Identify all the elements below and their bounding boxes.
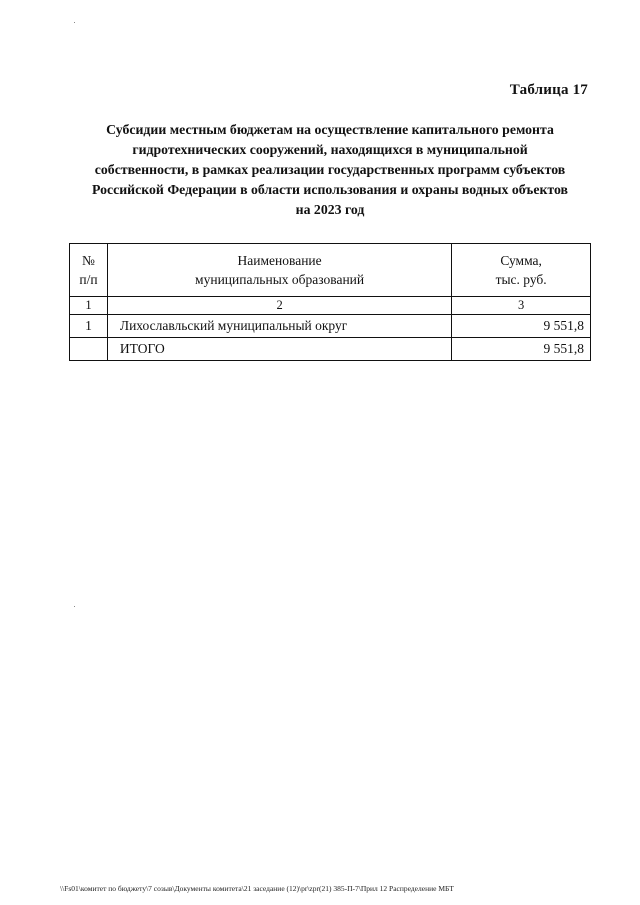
column-index: 3 [452,297,591,315]
row-municipality-name: Лихославльский муниципальный округ [107,315,451,338]
table-number: Таблица 17 [509,82,588,98]
header-name [107,244,451,297]
subsidies-table [69,243,591,361]
title-line: Российской Федерации в области использования и охраны водных объектов [92,182,568,197]
scan-speck [74,606,75,607]
title-line: на 2023 год [295,202,365,217]
header-number [70,244,108,297]
total-label: ИТОГО [107,338,451,361]
table-row [70,315,591,338]
document-title [60,120,600,220]
footer-file-path: \\Fs01\комитет по бюджету\7 созыв\Документы комитета\21 заседание (12)\pr\zpr(21) 385-П-7\Прил 12 Распределение МБТ [60,884,454,893]
column-index-row [70,297,591,315]
header-sum [452,244,591,297]
title-line: Субсидии местным бюджетам на осуществление капитального ремонта [106,122,554,137]
scan-speck [74,22,75,23]
row-sum: 9 551,8 [452,315,591,338]
total-sum: 9 551,8 [452,338,591,361]
header-number-line: № [82,253,95,268]
total-number [70,338,108,361]
total-row [70,338,591,361]
table-header-row [70,244,591,297]
row-number: 1 [70,315,108,338]
title-line: собственности, в рамках реализации государственных программ субъектов [94,162,566,177]
header-name-line: Наименование [237,253,322,268]
column-index: 2 [107,297,451,315]
header-sum-line: Сумма, [500,253,542,268]
header-number-line: п/п [79,272,98,287]
column-index: 1 [70,297,108,315]
header-name-line: муниципальных образований [195,272,365,287]
header-sum-line: тыс. руб. [495,272,547,287]
title-line: гидротехнических сооружений, находящихся в муниципальной [132,142,528,157]
